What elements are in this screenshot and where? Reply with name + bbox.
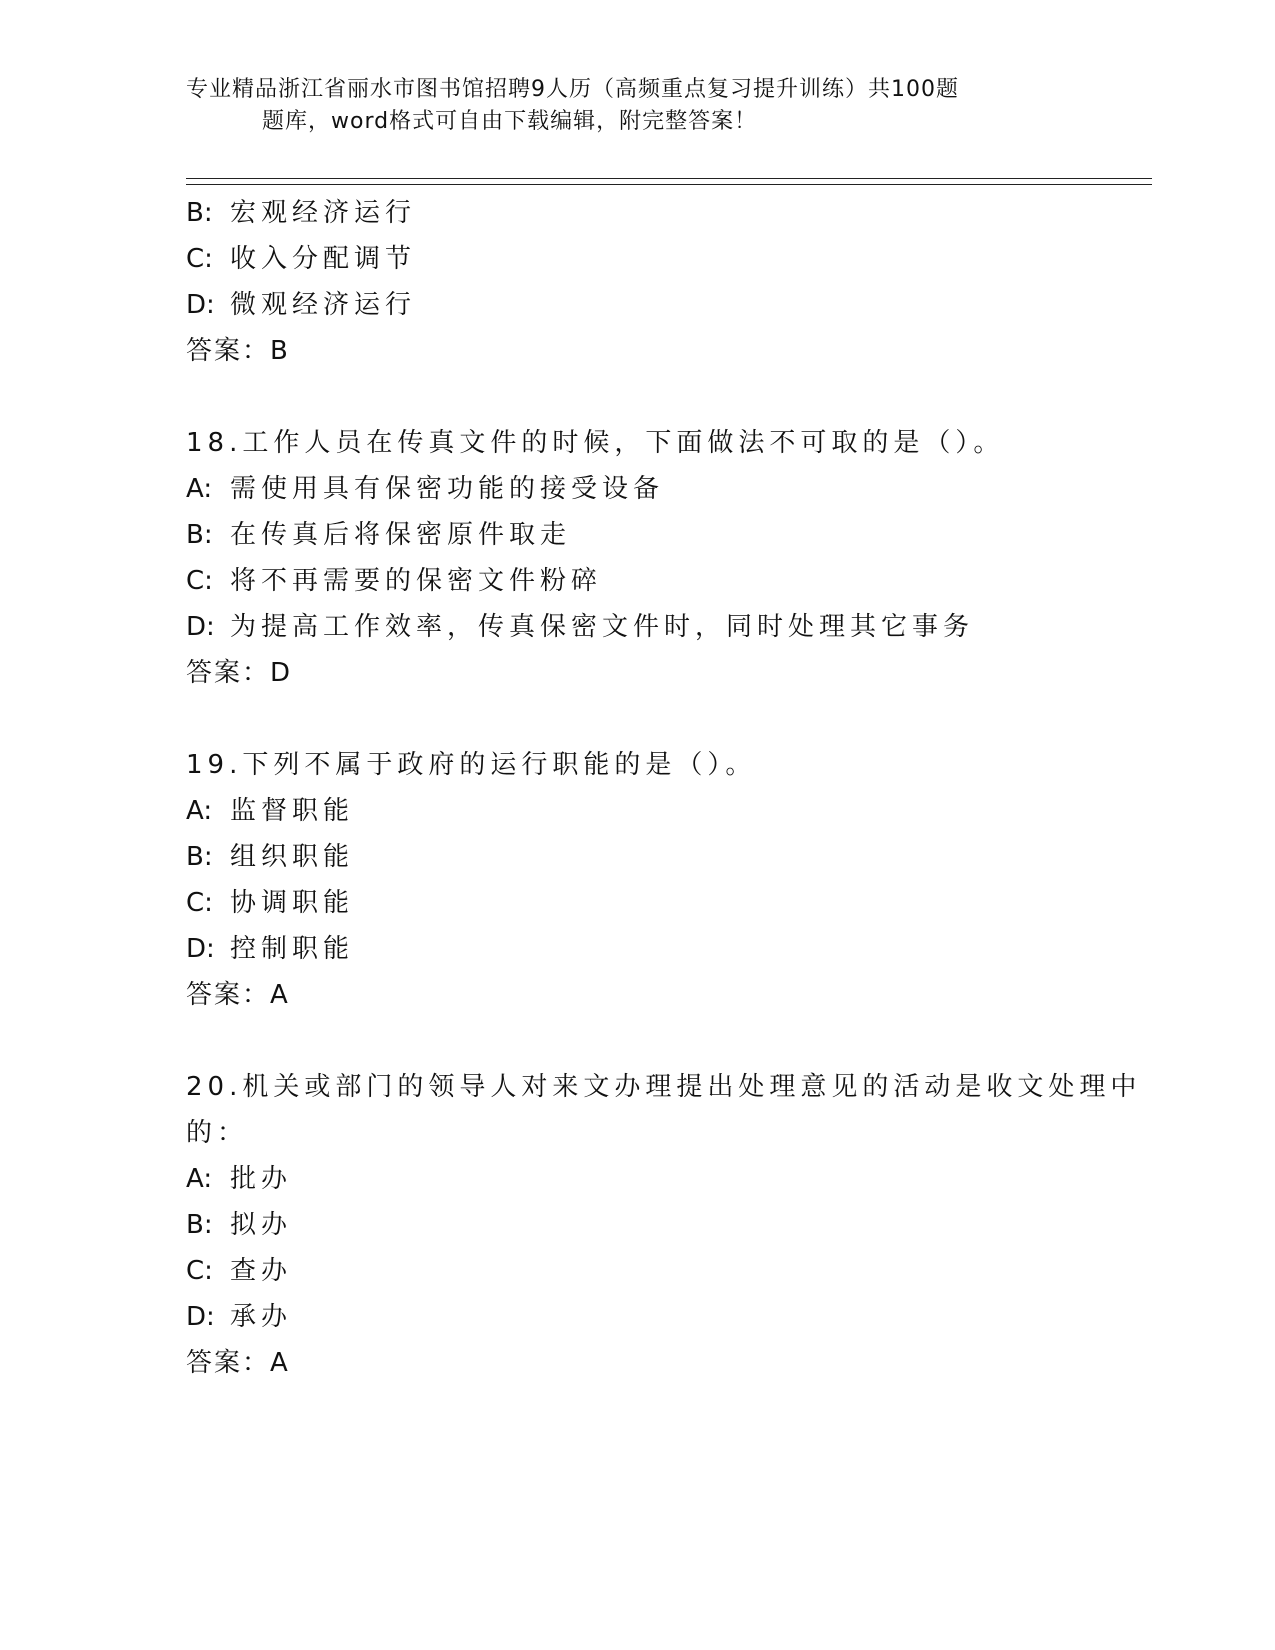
question-stem: 20.机关或部门的领导人对来文办理提出处理意见的活动是收文处理中 xyxy=(186,1072,1142,1102)
spacer xyxy=(186,696,1146,742)
option-text: 拟办 xyxy=(230,1210,293,1240)
option-d xyxy=(186,604,1146,650)
question-list xyxy=(186,190,1146,1386)
option-a xyxy=(186,466,1146,512)
question-19 xyxy=(186,742,1146,1018)
option-text: 微观经济运行 xyxy=(230,290,417,320)
option-text: 将不再需要的保密文件粉碎 xyxy=(230,566,603,596)
option-letter: C: xyxy=(186,244,213,274)
document-header xyxy=(186,74,1066,138)
option-letter: A: xyxy=(186,796,213,826)
question-stem-continued: 的： xyxy=(186,1118,249,1148)
option-b xyxy=(186,834,1146,880)
header-divider xyxy=(186,178,1152,185)
option-letter: B: xyxy=(186,198,213,228)
option-c xyxy=(186,236,1146,282)
option-text: 协调职能 xyxy=(230,888,355,918)
option-b xyxy=(186,512,1146,558)
option-a xyxy=(186,1156,1146,1202)
option-text: 宏观经济运行 xyxy=(230,198,417,228)
option-d xyxy=(186,1294,1146,1340)
spacer xyxy=(186,374,1146,420)
option-letter: C: xyxy=(186,888,213,918)
option-text: 为提高工作效率，传真保密文件时，同时处理其它事务 xyxy=(230,612,975,642)
option-letter: B: xyxy=(186,842,213,872)
question-17-continued xyxy=(186,190,1146,374)
option-c xyxy=(186,880,1146,926)
option-letter: B: xyxy=(186,520,213,550)
answer-line: 答案：A xyxy=(186,1348,290,1378)
option-letter: D: xyxy=(186,612,215,642)
option-letter: C: xyxy=(186,1256,213,1286)
header-line-1: 专业精品浙江省丽水市图书馆招聘9人历（高频重点复习提升训练）共100题 xyxy=(186,77,959,102)
question-stem: 19.下列不属于政府的运行职能的是（）。 xyxy=(186,750,757,780)
option-letter: B: xyxy=(186,1210,213,1240)
option-letter: D: xyxy=(186,290,215,320)
option-text: 组织职能 xyxy=(230,842,355,872)
option-text: 查办 xyxy=(230,1256,293,1286)
option-c xyxy=(186,1248,1146,1294)
option-letter: D: xyxy=(186,934,215,964)
answer-line: 答案：A xyxy=(186,980,290,1010)
spacer xyxy=(186,1018,1146,1064)
option-letter: A: xyxy=(186,474,213,504)
option-d xyxy=(186,926,1146,972)
option-b xyxy=(186,1202,1146,1248)
option-text: 批办 xyxy=(230,1164,293,1194)
option-text: 监督职能 xyxy=(230,796,355,826)
question-20 xyxy=(186,1064,1146,1386)
option-text: 需使用具有保密功能的接受设备 xyxy=(230,474,665,504)
option-letter: A: xyxy=(186,1164,213,1194)
option-text: 在传真后将保密原件取走 xyxy=(230,520,572,550)
option-c xyxy=(186,558,1146,604)
option-text: 承办 xyxy=(230,1302,293,1332)
option-text: 收入分配调节 xyxy=(230,244,417,274)
option-b xyxy=(186,190,1146,236)
option-letter: D: xyxy=(186,1302,215,1332)
option-letter: C: xyxy=(186,566,213,596)
option-text: 控制职能 xyxy=(230,934,355,964)
option-d xyxy=(186,282,1146,328)
answer-line: 答案：D xyxy=(186,658,293,688)
header-line-2: 题库，word格式可自由下载编辑，附完整答案！ xyxy=(262,109,758,134)
question-18 xyxy=(186,420,1146,696)
answer-line: 答案：B xyxy=(186,336,290,366)
question-stem: 18.工作人员在传真文件的时候，下面做法不可取的是（）。 xyxy=(186,428,1005,458)
option-a xyxy=(186,788,1146,834)
